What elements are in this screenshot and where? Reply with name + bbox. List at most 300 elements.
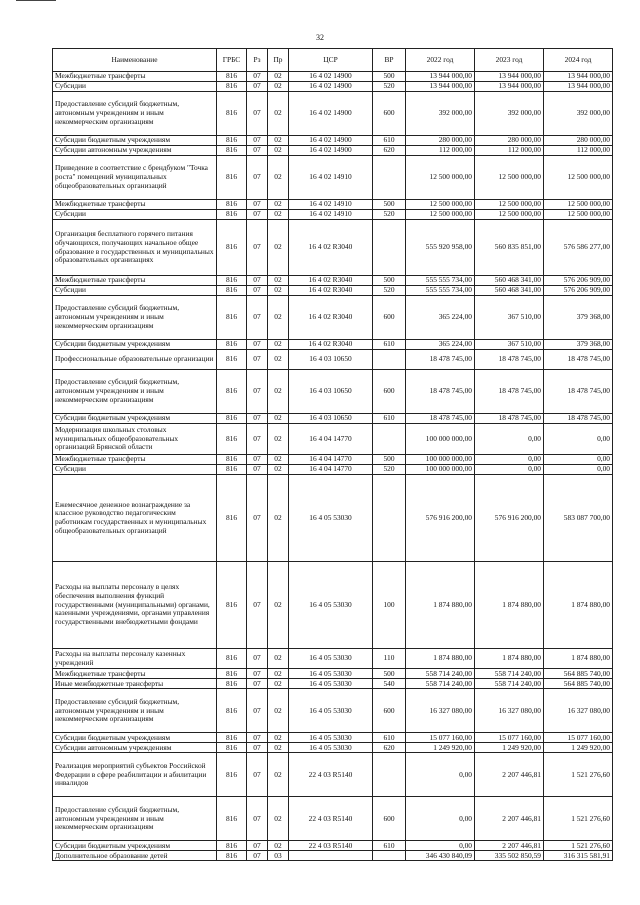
cell-y2022: 576 916 200,00	[406, 475, 475, 562]
cell-grbs: 816	[217, 370, 247, 414]
cell-vr: 600	[373, 689, 406, 733]
cell-vr: 520	[373, 286, 406, 296]
cell-csr: 16 4 05 53030	[289, 562, 373, 649]
cell-csr: 16 4 05 53030	[289, 475, 373, 562]
cell-pr: 02	[268, 414, 289, 424]
cell-csr: 16 4 05 53030	[289, 733, 373, 743]
cell-y2022: 1 874 880,00	[406, 649, 475, 669]
cell-grbs: 816	[217, 136, 247, 146]
cell-y2024: 0,00	[544, 455, 613, 465]
cell-vr	[373, 753, 406, 797]
cell-name: Субсидии	[53, 82, 217, 92]
cell-y2023: 367 510,00	[475, 340, 544, 350]
cell-name: Приведение в соответствие с брендбуком "Точка роста" помещений муниципальных общеобразовательных организаций	[53, 156, 217, 200]
budget-table	[52, 48, 613, 861]
cell-y2024: 16 327 080,00	[544, 689, 613, 733]
table-row	[53, 649, 613, 669]
cell-name: Ежемесячное денежное вознаграждение за классное руководство педагогическим работникам государственных и муниципальных общеобразовательных организаций	[53, 475, 217, 562]
table-body	[53, 72, 613, 861]
cell-csr: 16 4 02 14900	[289, 72, 373, 82]
cell-name: Субсидии	[53, 286, 217, 296]
cell-rz: 07	[247, 465, 268, 475]
cell-name: Профессиональные образовательные организации	[53, 350, 217, 370]
cell-y2024: 1 874 880,00	[544, 649, 613, 669]
cell-rz: 07	[247, 136, 268, 146]
cell-y2022: 18 478 745,00	[406, 350, 475, 370]
cell-grbs: 816	[217, 679, 247, 689]
table-row	[53, 455, 613, 465]
cell-rz: 07	[247, 370, 268, 414]
cell-pr: 02	[268, 350, 289, 370]
cell-csr: 16 4 02 14910	[289, 156, 373, 200]
cell-csr: 16 4 03 10650	[289, 414, 373, 424]
cell-name: Предоставление субсидий бюджетным, автономным учреждениям и иным некоммерческим организациям	[53, 92, 217, 136]
cell-y2023: 0,00	[475, 455, 544, 465]
cell-name: Субсидии бюджетным учреждениям	[53, 733, 217, 743]
cell-y2024: 112 000,00	[544, 146, 613, 156]
cell-pr: 03	[268, 851, 289, 861]
column-header-name: Наименование	[53, 49, 217, 72]
cell-pr: 02	[268, 92, 289, 136]
cell-vr: 600	[373, 797, 406, 841]
cell-rz: 07	[247, 424, 268, 455]
cell-y2022: 100 000 000,00	[406, 465, 475, 475]
cell-name: Межбюджетные трансферты	[53, 669, 217, 679]
cell-grbs: 816	[217, 649, 247, 669]
table-row	[53, 146, 613, 156]
cell-name: Субсидии бюджетным учреждениям	[53, 136, 217, 146]
cell-vr: 610	[373, 733, 406, 743]
cell-name: Субсидии бюджетным учреждениям	[53, 841, 217, 851]
cell-rz: 07	[247, 350, 268, 370]
cell-csr: 16 4 04 14770	[289, 455, 373, 465]
cell-csr: 16 4 05 53030	[289, 649, 373, 669]
cell-csr: 16 4 04 14770	[289, 465, 373, 475]
cell-vr: 610	[373, 841, 406, 851]
table-row	[53, 797, 613, 841]
cell-pr: 02	[268, 370, 289, 414]
cell-y2023: 560 468 341,00	[475, 276, 544, 286]
cell-y2024: 15 077 160,00	[544, 733, 613, 743]
cell-y2024: 280 000,00	[544, 136, 613, 146]
cell-pr: 02	[268, 669, 289, 679]
cell-vr	[373, 156, 406, 200]
cell-pr: 02	[268, 649, 289, 669]
cell-grbs: 816	[217, 200, 247, 210]
cell-y2023: 112 000,00	[475, 146, 544, 156]
cell-grbs: 816	[217, 669, 247, 679]
cell-grbs: 816	[217, 146, 247, 156]
cell-y2024: 583 087 700,00	[544, 475, 613, 562]
cell-rz: 07	[247, 210, 268, 220]
cell-y2024: 13 944 000,00	[544, 72, 613, 82]
column-header-rz: Рз	[247, 49, 268, 72]
cell-rz: 07	[247, 146, 268, 156]
cell-pr: 02	[268, 210, 289, 220]
cell-grbs: 816	[217, 92, 247, 136]
cell-csr: 16 4 04 14770	[289, 424, 373, 455]
cell-y2022: 555 555 734,00	[406, 286, 475, 296]
table-row	[53, 689, 613, 733]
cell-rz: 07	[247, 562, 268, 649]
cell-rz: 07	[247, 296, 268, 340]
cell-y2024: 12 500 000,00	[544, 210, 613, 220]
cell-pr: 02	[268, 296, 289, 340]
cell-rz: 07	[247, 841, 268, 851]
column-header-grbs: ГРБС	[217, 49, 247, 72]
cell-vr: 600	[373, 296, 406, 340]
cell-y2022: 12 500 000,00	[406, 210, 475, 220]
cell-vr	[373, 851, 406, 861]
cell-pr: 02	[268, 276, 289, 286]
cell-vr	[373, 220, 406, 276]
cell-y2024: 576 586 277,00	[544, 220, 613, 276]
cell-grbs: 816	[217, 414, 247, 424]
cell-rz: 07	[247, 156, 268, 200]
cell-csr: 16 4 02 R3040	[289, 286, 373, 296]
cell-grbs: 816	[217, 350, 247, 370]
cell-y2022: 280 000,00	[406, 136, 475, 146]
cell-grbs: 816	[217, 424, 247, 455]
cell-grbs: 816	[217, 220, 247, 276]
cell-y2022: 0,00	[406, 797, 475, 841]
cell-name: Иные межбюджетные трансферты	[53, 679, 217, 689]
cell-y2023: 0,00	[475, 465, 544, 475]
cell-csr: 16 4 03 10650	[289, 350, 373, 370]
cell-name: Межбюджетные трансферты	[53, 455, 217, 465]
cell-csr	[289, 851, 373, 861]
cell-y2023: 1 874 880,00	[475, 562, 544, 649]
cell-grbs: 816	[217, 72, 247, 82]
cell-vr: 500	[373, 455, 406, 465]
cell-name: Предоставление субсидий бюджетным, автономным учреждениям и иным некоммерческим организациям	[53, 689, 217, 733]
cell-y2023: 12 500 000,00	[475, 156, 544, 200]
cell-y2024: 392 000,00	[544, 92, 613, 136]
table-row	[53, 286, 613, 296]
cell-name: Предоставление субсидий бюджетным, автономным учреждениям и иным некоммерческим организациям	[53, 296, 217, 340]
table-row	[53, 92, 613, 136]
cell-vr: 500	[373, 669, 406, 679]
cell-csr: 16 4 02 14900	[289, 146, 373, 156]
cell-y2022: 558 714 240,00	[406, 679, 475, 689]
column-header-y2023: 2023 год	[475, 49, 544, 72]
cell-y2023: 18 478 745,00	[475, 350, 544, 370]
cell-vr: 600	[373, 92, 406, 136]
table-row	[53, 679, 613, 689]
cell-name: Межбюджетные трансферты	[53, 200, 217, 210]
cell-y2023: 16 327 080,00	[475, 689, 544, 733]
cell-name: Предоставление субсидий бюджетным, автономным учреждениям и иным некоммерческим организациям	[53, 797, 217, 841]
cell-y2023: 558 714 240,00	[475, 669, 544, 679]
cell-name: Межбюджетные трансферты	[53, 276, 217, 286]
cell-vr: 520	[373, 82, 406, 92]
cell-pr: 02	[268, 146, 289, 156]
table-row	[53, 340, 613, 350]
cell-y2023: 18 478 745,00	[475, 370, 544, 414]
cell-name: Субсидии автономным учреждениям	[53, 146, 217, 156]
cell-y2023: 558 714 240,00	[475, 679, 544, 689]
cell-y2024: 1 521 276,60	[544, 753, 613, 797]
cell-y2022: 16 327 080,00	[406, 689, 475, 733]
table-row	[53, 210, 613, 220]
cell-vr: 610	[373, 136, 406, 146]
page-number: 32	[316, 33, 324, 42]
cell-y2023: 560 835 851,00	[475, 220, 544, 276]
cell-pr: 02	[268, 465, 289, 475]
cell-grbs: 816	[217, 296, 247, 340]
cell-rz: 07	[247, 669, 268, 679]
cell-vr: 110	[373, 649, 406, 669]
column-header-y2022: 2022 год	[406, 49, 475, 72]
table-row	[53, 851, 613, 861]
cell-grbs: 816	[217, 475, 247, 562]
cell-csr: 16 4 05 53030	[289, 679, 373, 689]
cell-rz: 07	[247, 689, 268, 733]
cell-csr: 22 4 03 R5140	[289, 797, 373, 841]
table-row	[53, 296, 613, 340]
cell-name: Субсидии	[53, 210, 217, 220]
cell-vr	[373, 350, 406, 370]
cell-y2024: 18 478 745,00	[544, 370, 613, 414]
cell-y2024: 379 368,00	[544, 340, 613, 350]
cell-y2022: 365 224,00	[406, 340, 475, 350]
table-row	[53, 465, 613, 475]
cell-rz: 07	[247, 92, 268, 136]
cell-vr: 620	[373, 743, 406, 753]
cell-name: Расходы на выплаты персоналу в целях обеспечения выполнения функций государственными (муниципальными) органами, казенными учреждениями, органами управления государственными внебюджетными фондами	[53, 562, 217, 649]
cell-grbs: 816	[217, 743, 247, 753]
table-row	[53, 156, 613, 200]
cell-pr: 02	[268, 340, 289, 350]
cell-y2022: 392 000,00	[406, 92, 475, 136]
table-row	[53, 424, 613, 455]
cell-vr: 500	[373, 72, 406, 82]
cell-y2022: 0,00	[406, 841, 475, 851]
cell-y2024: 18 478 745,00	[544, 350, 613, 370]
cell-csr: 16 4 02 R3040	[289, 296, 373, 340]
cell-grbs: 816	[217, 851, 247, 861]
cell-rz: 07	[247, 753, 268, 797]
cell-y2022: 15 077 160,00	[406, 733, 475, 743]
cell-csr: 16 4 05 53030	[289, 743, 373, 753]
cell-y2022: 13 944 000,00	[406, 82, 475, 92]
table-row	[53, 276, 613, 286]
table-header-row	[53, 49, 613, 72]
cell-csr: 22 4 03 R5140	[289, 841, 373, 851]
cell-name: Расходы на выплаты персоналу казенных учреждений	[53, 649, 217, 669]
cell-grbs: 816	[217, 562, 247, 649]
cell-y2023: 0,00	[475, 424, 544, 455]
cell-vr: 610	[373, 340, 406, 350]
cell-vr: 520	[373, 465, 406, 475]
cell-y2022: 100 000 000,00	[406, 424, 475, 455]
cell-y2024: 1 874 880,00	[544, 562, 613, 649]
cell-rz: 07	[247, 649, 268, 669]
cell-grbs: 816	[217, 286, 247, 296]
cell-csr: 16 4 05 53030	[289, 689, 373, 733]
cell-y2024: 564 885 740,00	[544, 679, 613, 689]
cell-csr: 16 4 02 14900	[289, 136, 373, 146]
cell-y2023: 560 468 341,00	[475, 286, 544, 296]
cell-y2022: 112 000,00	[406, 146, 475, 156]
cell-name: Субсидии автономным учреждениям	[53, 743, 217, 753]
table-row	[53, 350, 613, 370]
cell-y2022: 555 920 958,00	[406, 220, 475, 276]
cell-vr: 500	[373, 200, 406, 210]
cell-y2024: 0,00	[544, 424, 613, 455]
cell-y2023: 18 478 745,00	[475, 414, 544, 424]
cell-y2023: 280 000,00	[475, 136, 544, 146]
cell-y2023: 12 500 000,00	[475, 200, 544, 210]
cell-pr: 02	[268, 200, 289, 210]
cell-pr: 02	[268, 679, 289, 689]
cell-y2024: 0,00	[544, 465, 613, 475]
cell-vr: 500	[373, 276, 406, 286]
cell-rz: 07	[247, 72, 268, 82]
cell-rz: 07	[247, 679, 268, 689]
cell-pr: 02	[268, 475, 289, 562]
cell-rz: 07	[247, 286, 268, 296]
cell-pr: 02	[268, 733, 289, 743]
table-row	[53, 733, 613, 743]
cell-vr: 600	[373, 370, 406, 414]
cell-y2024: 12 500 000,00	[544, 156, 613, 200]
table-row	[53, 669, 613, 679]
cell-y2024: 379 368,00	[544, 296, 613, 340]
cell-y2023: 1 874 880,00	[475, 649, 544, 669]
cell-y2022: 100 000 000,00	[406, 455, 475, 465]
cell-y2023: 13 944 000,00	[475, 72, 544, 82]
cell-csr: 16 4 02 R3040	[289, 276, 373, 286]
cell-y2023: 12 500 000,00	[475, 210, 544, 220]
cell-y2023: 2 207 446,81	[475, 753, 544, 797]
cell-rz: 07	[247, 455, 268, 465]
cell-csr: 16 4 05 53030	[289, 669, 373, 679]
cell-grbs: 816	[217, 276, 247, 286]
cell-vr: 610	[373, 414, 406, 424]
cell-csr: 16 4 02 R3040	[289, 220, 373, 276]
cell-y2022: 555 555 734,00	[406, 276, 475, 286]
cell-y2024: 1 521 276,60	[544, 841, 613, 851]
cell-pr: 02	[268, 797, 289, 841]
cell-rz: 07	[247, 276, 268, 286]
cell-pr: 02	[268, 82, 289, 92]
table-row	[53, 370, 613, 414]
cell-vr	[373, 475, 406, 562]
cell-y2024: 13 944 000,00	[544, 82, 613, 92]
cell-y2022: 1 249 920,00	[406, 743, 475, 753]
cell-pr: 02	[268, 743, 289, 753]
cell-y2022: 12 500 000,00	[406, 200, 475, 210]
cell-grbs: 816	[217, 82, 247, 92]
cell-csr: 22 4 03 R5140	[289, 753, 373, 797]
cell-pr: 02	[268, 424, 289, 455]
cell-rz: 07	[247, 851, 268, 861]
cell-grbs: 816	[217, 733, 247, 743]
table-row	[53, 475, 613, 562]
cell-y2022: 365 224,00	[406, 296, 475, 340]
cell-csr: 16 4 02 R3040	[289, 340, 373, 350]
cell-pr: 02	[268, 455, 289, 465]
table-row	[53, 220, 613, 276]
cell-y2024: 576 206 909,00	[544, 286, 613, 296]
cell-name: Межбюджетные трансферты	[53, 72, 217, 82]
cell-name: Субсидии бюджетным учреждениям	[53, 340, 217, 350]
column-header-y2024: 2024 год	[544, 49, 613, 72]
cell-y2023: 576 916 200,00	[475, 475, 544, 562]
cell-csr: 16 4 02 14900	[289, 82, 373, 92]
table-row	[53, 743, 613, 753]
cell-rz: 07	[247, 743, 268, 753]
table-row	[53, 753, 613, 797]
header-rule	[16, 0, 56, 4]
table-row	[53, 82, 613, 92]
cell-vr: 100	[373, 562, 406, 649]
cell-pr: 02	[268, 562, 289, 649]
cell-pr: 02	[268, 753, 289, 797]
cell-y2023: 392 000,00	[475, 92, 544, 136]
cell-csr: 16 4 02 14900	[289, 92, 373, 136]
cell-y2023: 2 207 446,81	[475, 797, 544, 841]
cell-grbs: 816	[217, 753, 247, 797]
table-row	[53, 200, 613, 210]
cell-vr: 540	[373, 679, 406, 689]
cell-name: Модернизация школьных столовых муниципальных общеобразовательных организаций Брянской области	[53, 424, 217, 455]
cell-y2022: 558 714 240,00	[406, 669, 475, 679]
cell-y2023: 335 502 850,59	[475, 851, 544, 861]
cell-y2024: 564 885 740,00	[544, 669, 613, 679]
cell-rz: 07	[247, 414, 268, 424]
column-header-vr: ВР	[373, 49, 406, 72]
cell-pr: 02	[268, 136, 289, 146]
cell-y2024: 576 206 909,00	[544, 276, 613, 286]
cell-y2024: 12 500 000,00	[544, 200, 613, 210]
cell-y2023: 15 077 160,00	[475, 733, 544, 743]
cell-rz: 07	[247, 82, 268, 92]
cell-grbs: 816	[217, 465, 247, 475]
cell-y2022: 13 944 000,00	[406, 72, 475, 82]
cell-pr: 02	[268, 841, 289, 851]
cell-csr: 16 4 02 14910	[289, 200, 373, 210]
cell-y2022: 18 478 745,00	[406, 370, 475, 414]
table-row	[53, 562, 613, 649]
cell-rz: 07	[247, 475, 268, 562]
cell-y2023: 367 510,00	[475, 296, 544, 340]
cell-rz: 07	[247, 200, 268, 210]
cell-grbs: 816	[217, 340, 247, 350]
cell-vr: 620	[373, 146, 406, 156]
table-row	[53, 414, 613, 424]
cell-name: Субсидии бюджетным учреждениям	[53, 414, 217, 424]
cell-grbs: 816	[217, 797, 247, 841]
cell-csr: 16 4 03 10650	[289, 370, 373, 414]
cell-y2022: 346 430 840,09	[406, 851, 475, 861]
cell-rz: 07	[247, 797, 268, 841]
cell-y2024: 1 249 920,00	[544, 743, 613, 753]
cell-pr: 02	[268, 220, 289, 276]
cell-name: Реализация мероприятий субъектов Российской Федерации в сфере реабилитации и абилитации инвалидов	[53, 753, 217, 797]
column-header-csr: ЦСР	[289, 49, 373, 72]
cell-y2024: 1 521 276,60	[544, 797, 613, 841]
cell-pr: 02	[268, 156, 289, 200]
cell-y2024: 316 315 581,91	[544, 851, 613, 861]
cell-y2022: 12 500 000,00	[406, 156, 475, 200]
cell-pr: 02	[268, 689, 289, 733]
cell-grbs: 816	[217, 689, 247, 733]
cell-y2023: 1 249 920,00	[475, 743, 544, 753]
cell-vr: 520	[373, 210, 406, 220]
cell-name: Организация бесплатного горячего питания обучающихся, получающих начальное общее образование в государственных и муниципальных образовательных организациях	[53, 220, 217, 276]
